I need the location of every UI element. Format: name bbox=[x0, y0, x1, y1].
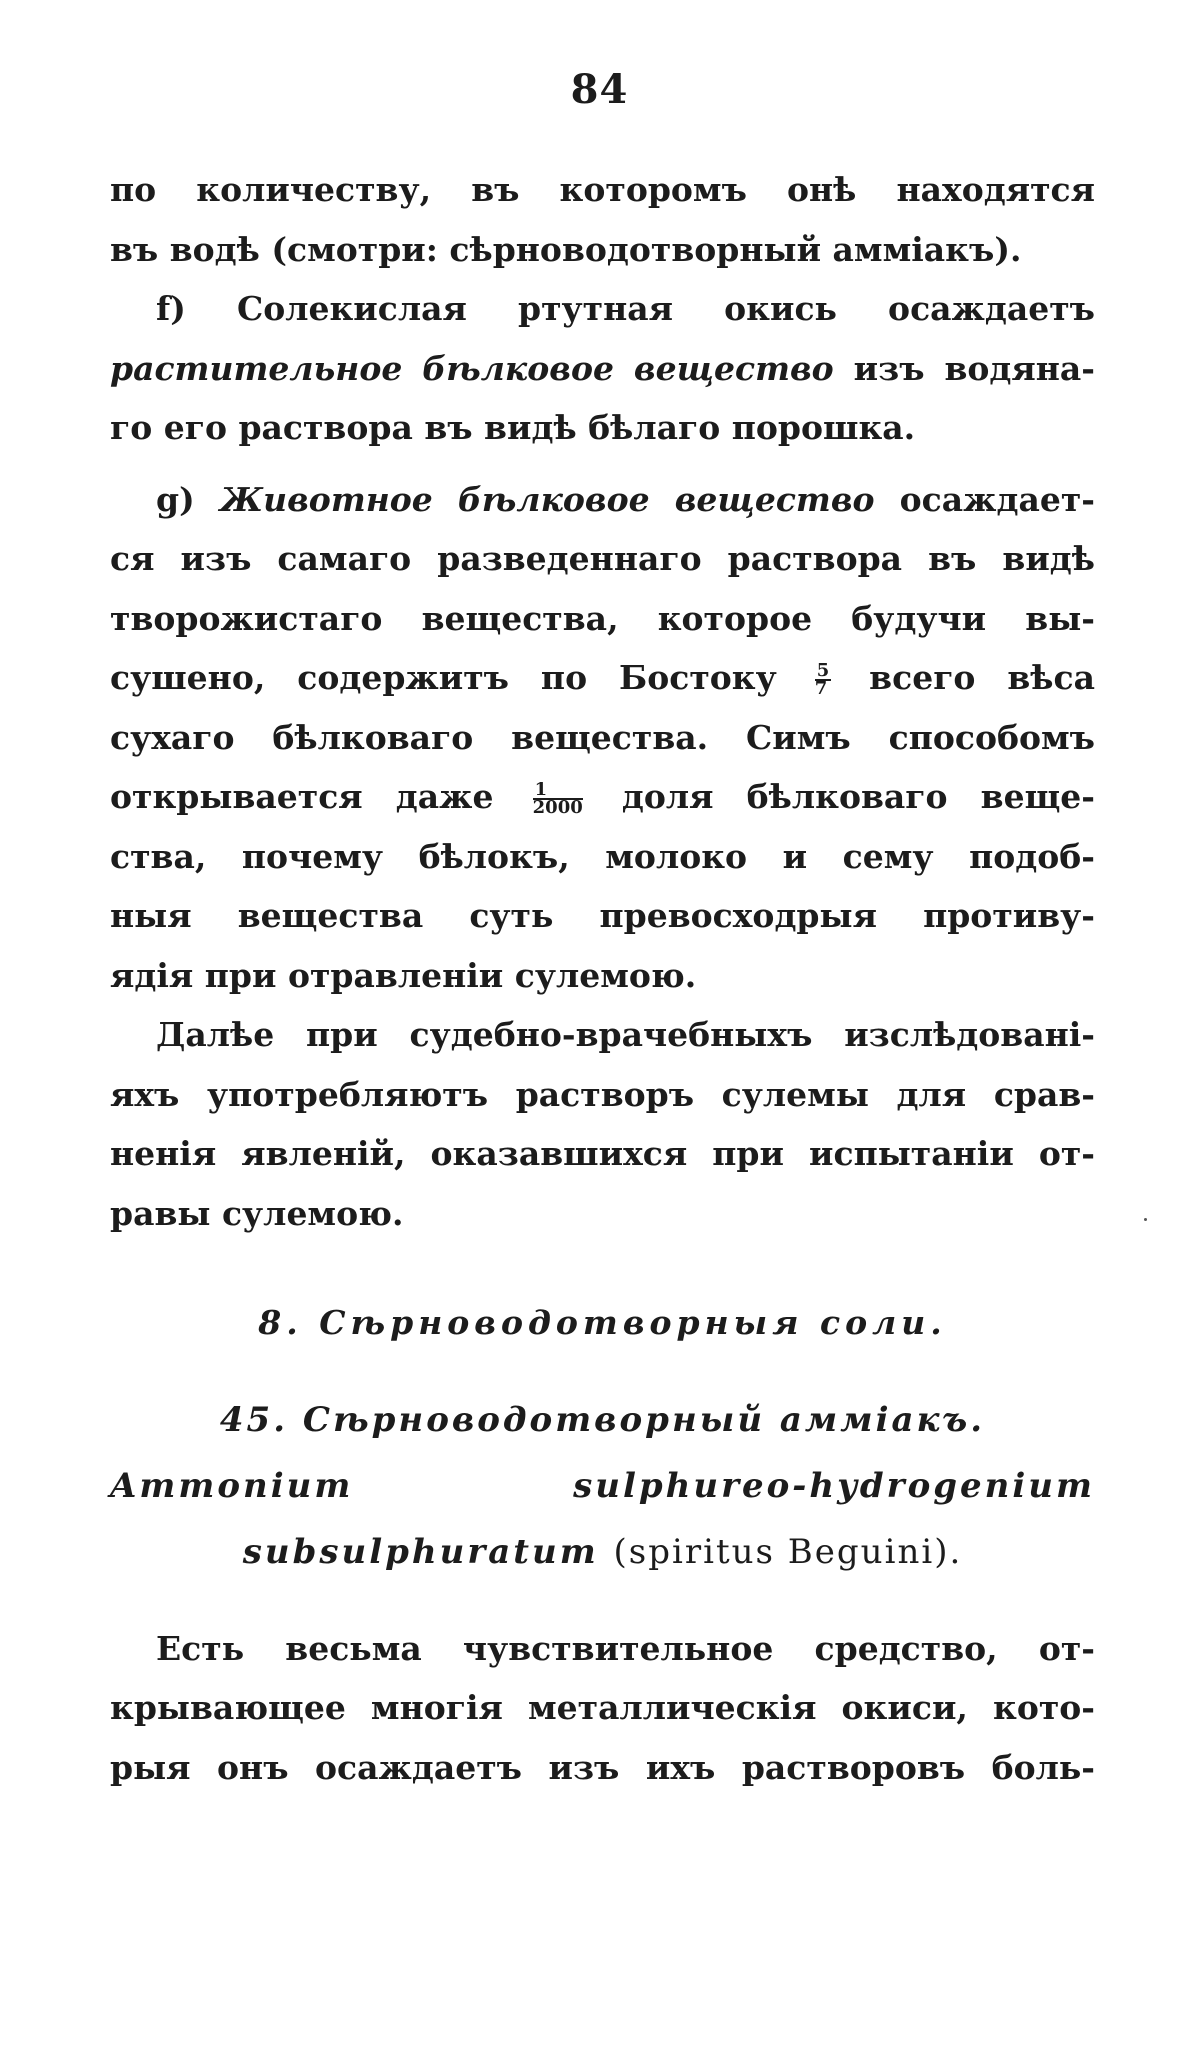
fraction-denominator: 7 bbox=[814, 678, 828, 699]
section-gap bbox=[110, 1353, 1095, 1387]
text-line bbox=[110, 767, 1095, 827]
text-line: ныя вещества суть превосходрыя противу- bbox=[110, 896, 1095, 935]
italic-term: растительное бѣлковое вещество bbox=[110, 348, 834, 388]
section-heading: 8. Сѣрноводотворныя соли. bbox=[258, 1303, 947, 1342]
text-line: ства, почему бѣлокъ, молоко и сему подоб- bbox=[110, 836, 1095, 876]
text-line: ядія при отравленіи сулемою. bbox=[110, 955, 697, 995]
text-span: Солекислая ртутная окись осаждаетъ bbox=[236, 289, 1095, 328]
section-gap bbox=[110, 1243, 1095, 1293]
text-line: го его раствора въ видѣ бѣлаго порошка. bbox=[110, 408, 916, 447]
text-line: равы сулемою. bbox=[110, 1193, 404, 1233]
fraction bbox=[532, 779, 583, 818]
text-span: сушено, содержитъ по Бостоку bbox=[110, 658, 777, 697]
latin-name-line bbox=[110, 1519, 1095, 1585]
text-line bbox=[110, 339, 1095, 399]
fraction-numerator: 1 bbox=[533, 782, 583, 800]
item-marker-g: g) bbox=[156, 479, 195, 519]
text-line: рыя онъ осаждаетъ изъ ихъ растворовъ боль- bbox=[110, 1747, 1095, 1787]
text-line: крывающее многія металлическія окиси, кото- bbox=[110, 1688, 1095, 1727]
latin-synonym: (spiritus Beguini). bbox=[613, 1531, 963, 1572]
paper-speck bbox=[1144, 1218, 1147, 1221]
text-span: изъ водяна- bbox=[853, 348, 1095, 388]
paragraph-line: Есть весьма чувствительное средство, от- bbox=[156, 1628, 1095, 1668]
paragraph-gap bbox=[110, 458, 1095, 470]
text-line: сухаго бѣлковаго вещества. Симъ способомъ bbox=[110, 717, 1095, 757]
page-body bbox=[110, 160, 1095, 1797]
text-line: ненія явленій, оказавшихся при испытаніи от- bbox=[110, 1134, 1095, 1173]
text-line: ся изъ самаго разведеннаго раствора въ видѣ bbox=[110, 539, 1095, 578]
text-line: въ водѣ (смотри: сѣрноводотворный амміакъ). bbox=[110, 229, 1022, 269]
article-heading: 45. Сѣрноводотворный амміакъ. bbox=[219, 1399, 986, 1440]
paragraph-gap bbox=[110, 1585, 1095, 1619]
text-line: яхъ употребляютъ растворъ сулемы для срав- bbox=[110, 1074, 1095, 1114]
item-marker-f: f) bbox=[156, 289, 186, 328]
page-number: 84 bbox=[570, 66, 629, 113]
latin-name-line: Ammonium sulphureo-hydrogenium bbox=[110, 1465, 1095, 1506]
text-span: всего вѣса bbox=[869, 658, 1095, 697]
text-line: творожистаго вещества, которое будучи вы- bbox=[110, 598, 1095, 638]
fraction-denominator: 2000 bbox=[532, 797, 583, 818]
italic-term: Животное бѣлковое вещество bbox=[219, 479, 875, 519]
text-span: открывается даже bbox=[110, 777, 494, 816]
text-span: доля бѣлковаго веще- bbox=[621, 777, 1095, 816]
text-line bbox=[110, 648, 1095, 708]
paragraph-g-line bbox=[110, 470, 1095, 530]
paragraph-f-line bbox=[110, 279, 1095, 339]
latin-term: subsulphuratum bbox=[242, 1531, 599, 1572]
text-line: по количеству, въ которомъ онѣ находятся bbox=[110, 170, 1095, 209]
text-span: осаждает- bbox=[899, 479, 1095, 519]
paragraph-line: Далѣе при судебно-врачебныхъ изслѣдовані- bbox=[156, 1015, 1095, 1054]
fraction-numerator: 5 bbox=[816, 660, 830, 681]
fraction bbox=[814, 660, 832, 699]
